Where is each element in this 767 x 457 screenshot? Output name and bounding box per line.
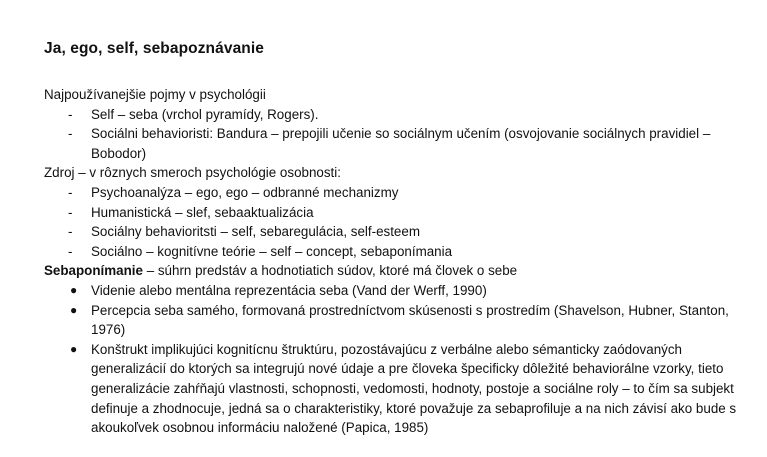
list-item — [44, 222, 744, 242]
dash-marker: - — [68, 224, 73, 240]
list-item-text: Konštrukt implikujúci kognitícnu štruktúru, pozostávajúcu z verbálne alebo sémanticky zaódovaných generalizácií do ktorých sa integrujú nové údaje a pre človeka špecificky dôležité behaviorálne vzorky, tieto generalizácie zahŕňajú vlastnosti, schopnosti, vedomosti, hodnoty, postoje a sociálne roly – to čím sa subjekt definuje a zhodnocuje, jedná sa o charakteristiky, ktoré považuje za sebaprofiluje a na nich závisí ako bude s akoukoľvek osobnou informáciu naložené (Papica, 1985) — [91, 341, 737, 436]
source-paragraph: Zdroj – v rôznych smeroch psychológie osobnosti: — [44, 165, 341, 181]
list-item-text: Percepcia seba samého, formovaná prostredníctvom skúsenosti s prostredím (Shavelson, Hubner, Stanton, 1976) — [91, 302, 729, 338]
dash-marker: - — [68, 106, 73, 122]
dash-marker: - — [68, 126, 73, 142]
list-item-text: Self – seba (vrchol pyramídy, Rogers). — [91, 106, 319, 122]
list-item-text: Sociálny behavioritsti – self, sebaregulácia, self-esteem — [91, 224, 420, 240]
list-item — [44, 124, 744, 163]
list-item — [44, 340, 744, 438]
definition-term: Sebaponímanie — [44, 263, 143, 279]
dash-marker: - — [68, 184, 73, 200]
source-list — [44, 183, 744, 261]
list-item-text: Humanistická – slef, sebaaktualizácia — [91, 204, 314, 220]
dash-marker: - — [68, 243, 73, 259]
list-item — [44, 301, 744, 340]
definition-paragraph — [44, 261, 744, 281]
page-title: Ja, ego, self, sebapoznávanie — [44, 40, 264, 57]
bullet-icon: ● — [70, 341, 78, 356]
dash-marker: - — [68, 204, 73, 220]
definition-list — [44, 281, 744, 438]
list-item — [44, 281, 744, 301]
list-item — [44, 203, 744, 223]
intro-paragraph: Najpoužívanejšie pojmy v psychológii — [44, 87, 266, 102]
list-item-text: Psychoanalýza – ego, ego – odbranné mechanizmy — [91, 184, 399, 200]
list-item — [44, 183, 744, 203]
list-item-text: Videnie alebo mentálna reprezentácia seba (Vand der Werff, 1990) — [91, 282, 487, 298]
list-item-text: Sociálno – kognitívne teórie – self – concept, sebaponímania — [91, 243, 453, 259]
bullet-icon: ● — [70, 282, 78, 297]
intro-list — [44, 105, 744, 164]
list-item — [44, 105, 744, 125]
definition-text: – súhrn predstáv a hodnotiatich súdov, ktoré má človek o sebe — [142, 263, 518, 279]
document-body — [44, 85, 744, 438]
list-item-text: Sociálni behavioristi: Bandura – prepojili učenie so sociálnym učením (osvojovanie sociálnych pravidiel – Bobodor) — [91, 126, 711, 161]
list-item — [44, 242, 744, 262]
bullet-icon: ● — [70, 302, 78, 317]
